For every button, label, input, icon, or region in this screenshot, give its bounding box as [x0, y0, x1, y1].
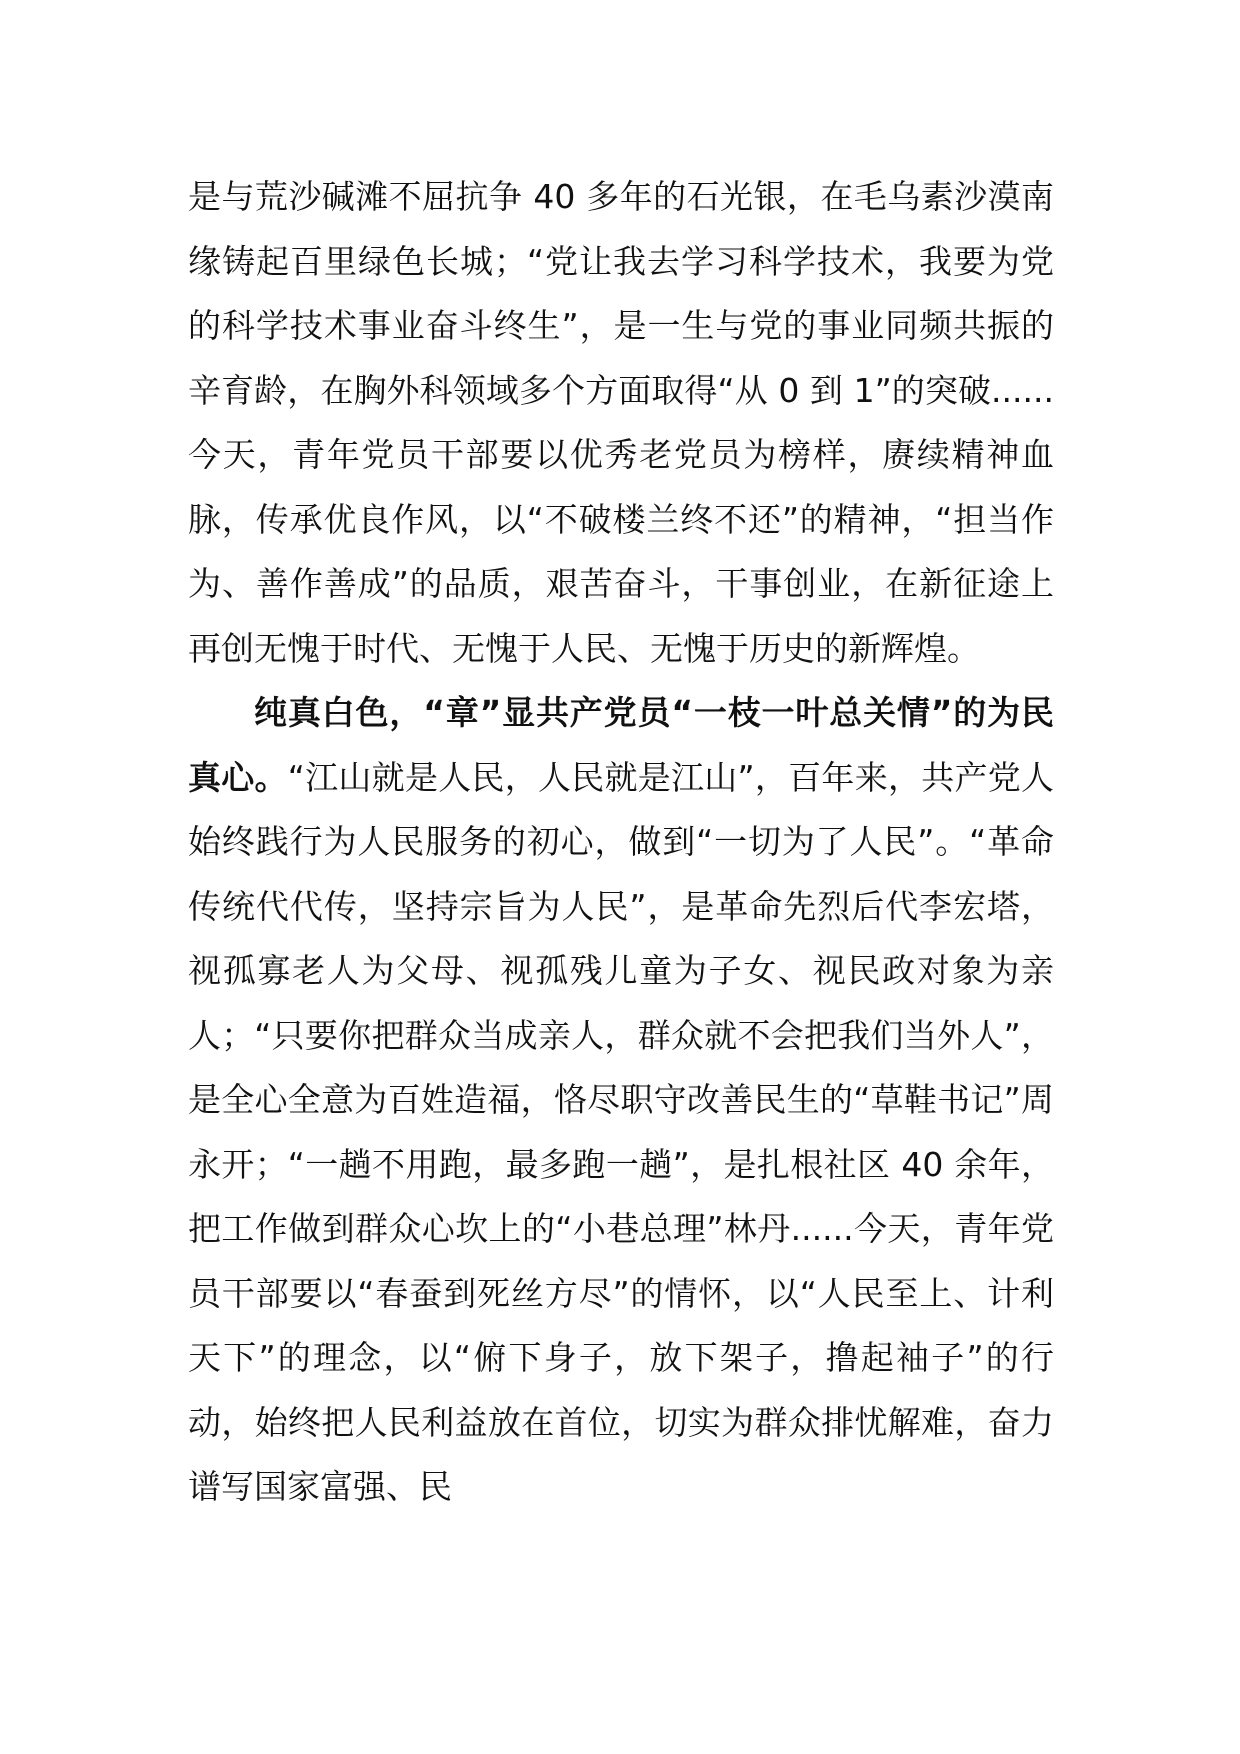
- paragraph-2: [188, 681, 1054, 1520]
- paragraph-1-text: 是与荒沙碱滩不屈抗争 40 多年的石光银，在毛乌素沙漠南缘铸起百里绿色长城；“党让我去学习科学技术，我要为党的科学技术事业奋斗终生”，是一生与党的事业同频共振的辛育龄，在胸外科领域多个方面取得“从 0 到 1”的突破......今天，青年党员干部要以优秀老党员为榜样，赓续精神血脉，传承优良作风，以“不破楼兰终不还”的精神，“担当作为、善作善成”的品质，艰苦奋斗，干事创业，在新征途上再创无愧于时代、无愧于人民、无愧于历史的新辉煌。: [188, 177, 1054, 668]
- document-body: [188, 165, 1054, 1520]
- paragraph-2-heading: 纯真白色，“章”显共产党员“一枝一叶总关情”的为民真心。: [188, 693, 1054, 797]
- paragraph-1: [188, 165, 1054, 681]
- paragraph-2-text: “江山就是人民，人民就是江山”，百年来，共产党人始终践行为人民服务的初心，做到“一切为了人民”。“革命传统代代传，坚持宗旨为人民”，是革命先烈后代李宏塔，视孤寡老人为父母、视孤残儿童为子女、视民政对象为亲人；“只要你把群众当成亲人，群众就不会把我们当外人”，是全心全意为百姓造福，恪尽职守改善民生的“草鞋书记”周永开；“一趟不用跑，最多跑一趟”，是扎根社区 40 余年，把工作做到群众心坎上的“小巷总理”林丹......今天，青年党员干部要以“春蚕到死丝方尽”的情怀，以“人民至上、计利天下”的理念，以“俯下身子，放下架子，撸起袖子”的行动，始终把人民利益放在首位，切实为群众排忧解难，奋力谱写国家富强、民: [188, 757, 1055, 1506]
